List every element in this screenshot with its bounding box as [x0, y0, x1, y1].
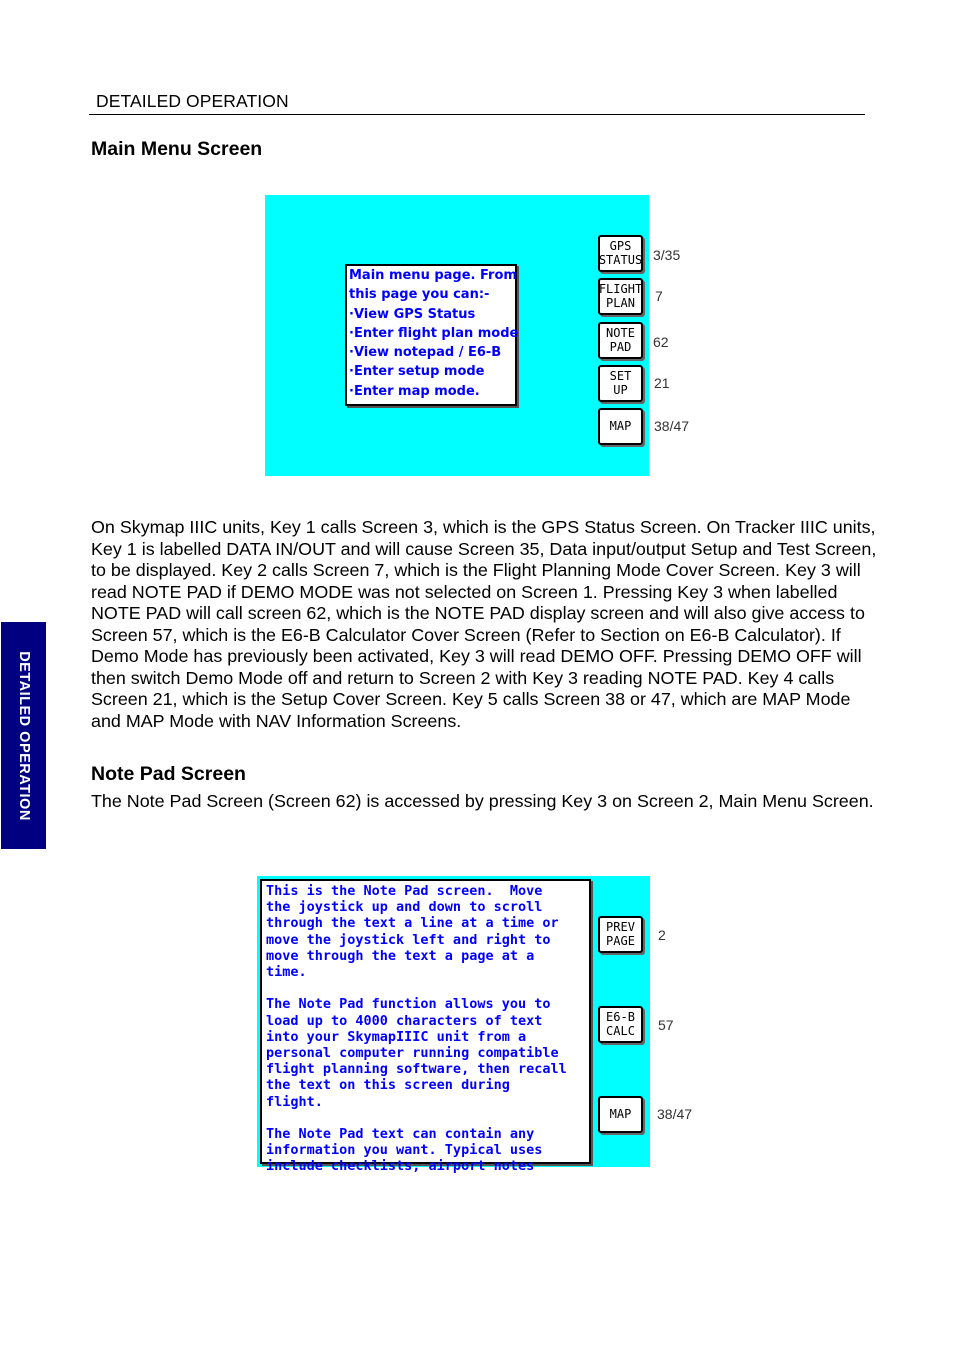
- main-menu-screen-image: [265, 195, 649, 476]
- header-rule: [89, 114, 865, 115]
- prev-page-key[interactable]: PREV PAGE: [598, 916, 643, 953]
- key-screen-number: 21: [654, 375, 670, 391]
- set-up-key[interactable]: SET UP: [598, 365, 643, 402]
- note-line: information you want. Typical uses: [266, 1142, 543, 1159]
- note-line: flight.: [266, 1093, 323, 1110]
- note-line: move through the text a page at a: [266, 947, 535, 964]
- side-tab: [1, 622, 46, 849]
- note-line: the text on this screen during: [266, 1077, 510, 1094]
- main-menu-description: On Skymap IIIC units, Key 1 calls Screen 3, which is the GPS Status Screen. On Tracker IIIC units, Key 1 is labelled DATA IN/OUT and will cause Screen 35, Data input/output Setup and Test Screen, to be displayed. Key 2 calls Screen 7, which is the Flight Planning Mode Cover Screen. Key 3 will read NOTE PAD if DEMO MODE was not selected on Screen 1. Pressing Key 3 when labelled NOTE PAD will call screen 62, which is the NOTE PAD display screen and will also give access to Screen 57, which is the E6-B Calculator Cover Screen (Refer to Section on E6-B Calculator). If Demo Mode has previously been activated, Key 3 will read DEMO OFF. Pressing DEMO OFF will then switch Demo Mode off and return to Screen 2 with Key 3 reading NOTE PAD. Key 4 calls Screen 21, which is the Setup Cover Screen. Key 5 calls Screen 38 or 47, which are MAP Mode and MAP Mode with NAV Information Screens.: [91, 517, 877, 731]
- key-screen-number: 57: [658, 1017, 674, 1033]
- message-line: ·Enter setup mode: [349, 364, 485, 380]
- side-tab-label: DETAILED OPERATION: [15, 650, 32, 821]
- note-line: include checklists, airport notes: [266, 1158, 535, 1175]
- key-screen-number: 3/35: [653, 247, 681, 263]
- note-pad-description: The Note Pad Screen (Screen 62) is accessed by pressing Key 3 on Screen 2, Main Menu Screen.: [91, 791, 874, 811]
- key-screen-number: 2: [658, 927, 666, 943]
- key-screen-number: 38/47: [654, 418, 690, 434]
- note-pad-key[interactable]: NOTE PAD: [598, 322, 643, 359]
- note-pad-text-box: [260, 879, 591, 1175]
- note-line: The Note Pad function allows you to: [266, 996, 551, 1013]
- note-line: through the text a line at a time or: [266, 915, 559, 932]
- note-line: This is the Note Pad screen. Move: [266, 883, 543, 899]
- key-screen-number: 38/47: [657, 1106, 693, 1122]
- message-line: Main menu page. From: [349, 268, 517, 283]
- note-line: move the joystick left and right to: [266, 931, 551, 948]
- message-line: ·View GPS Status: [349, 306, 476, 322]
- message-line: ·Enter map mode.: [349, 383, 480, 399]
- key-screen-number: 7: [655, 288, 663, 304]
- e6b-calc-key[interactable]: E6-B CALC: [598, 1006, 643, 1043]
- message-line: ·View notepad / E6-B: [349, 345, 502, 361]
- gps-status-key[interactable]: GPS STATUS: [598, 235, 643, 272]
- main-menu-message-box: [345, 264, 517, 406]
- main-menu-title: Main Menu Screen: [91, 138, 263, 160]
- note-line: into your SkymapIIIC unit from a: [266, 1028, 527, 1045]
- note-line: The Note Pad text can contain any: [266, 1126, 535, 1143]
- message-line: this page you can:-: [349, 287, 490, 303]
- note-line: the joystick up and down to scroll: [266, 899, 543, 916]
- key-screen-number: 62: [653, 334, 669, 350]
- note-line: time.: [266, 964, 307, 981]
- note-pad-screen-image: [257, 876, 650, 1175]
- flight-plan-key[interactable]: FLIGHT PLAN: [598, 278, 643, 315]
- note-line: [266, 1110, 589, 1126]
- map-key[interactable]: MAP: [598, 408, 643, 445]
- note-line: personal computer running compatible: [266, 1045, 559, 1062]
- note-line: [266, 980, 589, 996]
- running-header: DETAILED OPERATION: [96, 91, 289, 111]
- map-key[interactable]: MAP: [598, 1096, 643, 1133]
- note-line: flight planning software, then recall: [266, 1061, 567, 1078]
- note-line: load up to 4000 characters of text: [266, 1012, 543, 1029]
- note-pad-title: Note Pad Screen: [91, 763, 246, 785]
- message-line: ·Enter flight plan mode: [349, 325, 519, 341]
